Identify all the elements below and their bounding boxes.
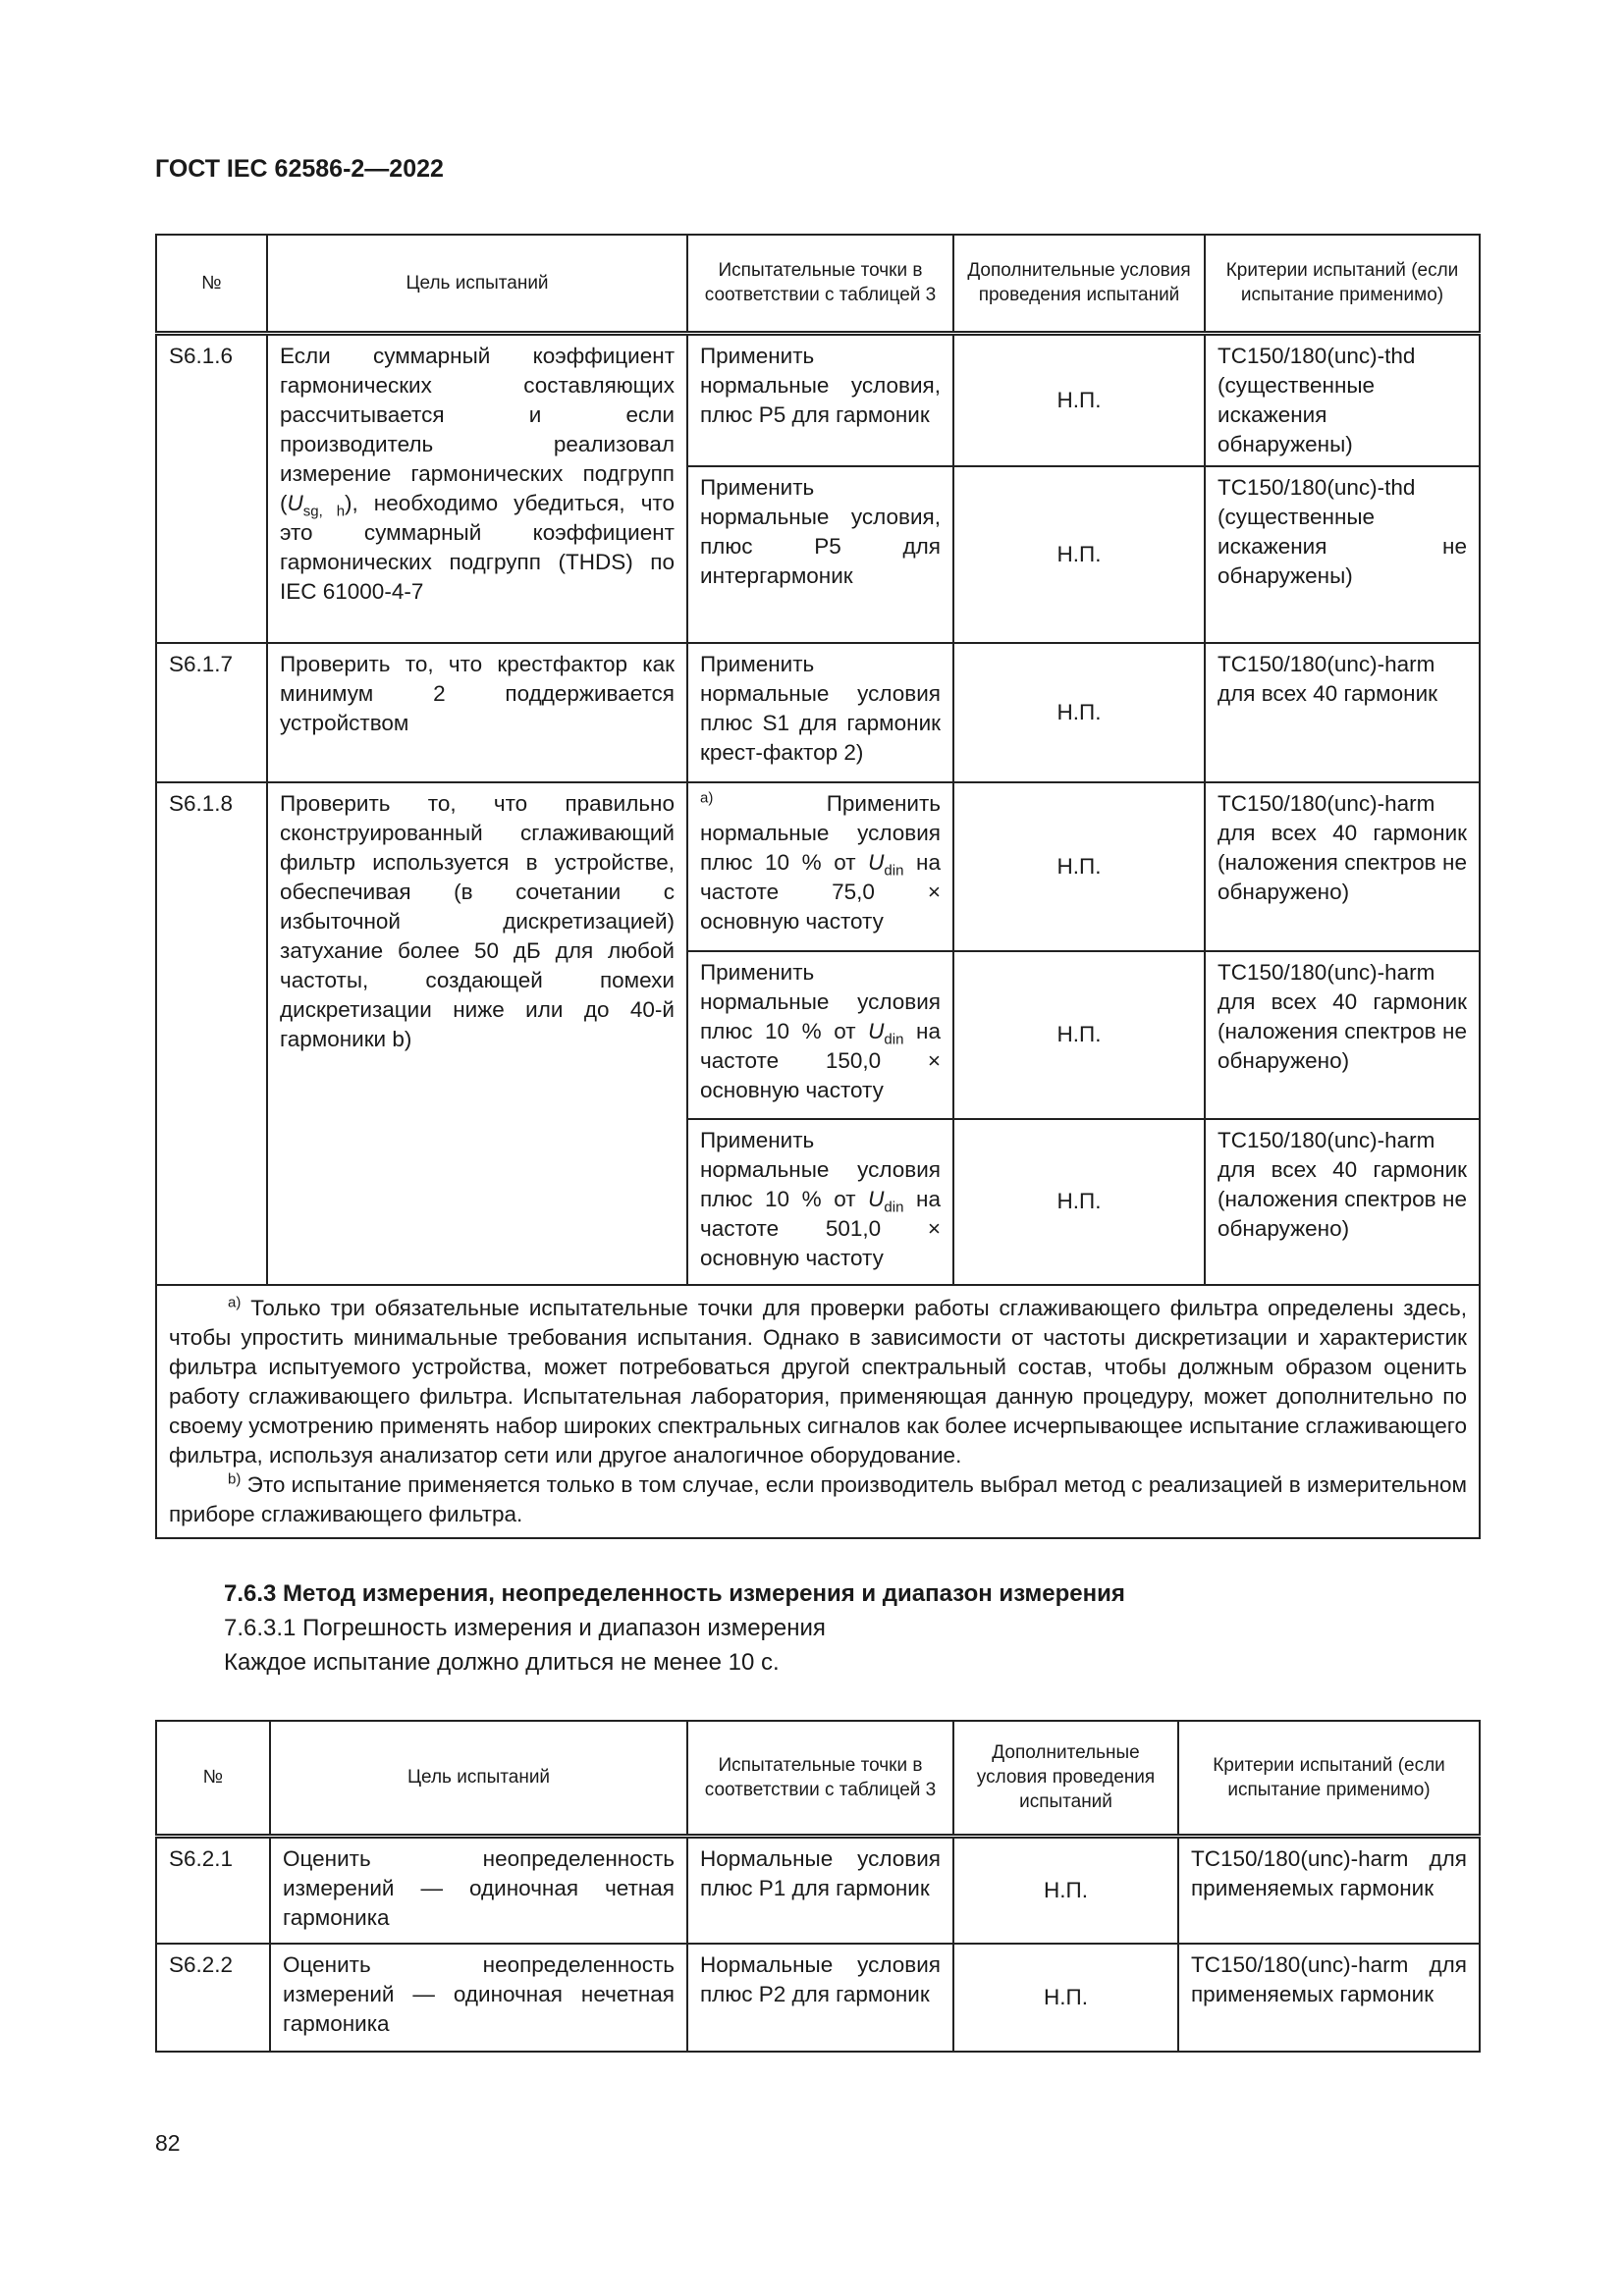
test-conditions: Н.П. bbox=[953, 782, 1205, 951]
header-points: Испытательные точки в соответствии с таблицей 3 bbox=[687, 1721, 953, 1836]
test-criteria: TC150/180(unc)-thd (существенные искажения не обнаружены) bbox=[1205, 466, 1480, 643]
table-row bbox=[156, 643, 1480, 782]
test-conditions: Н.П. bbox=[953, 466, 1205, 643]
test-goal: Проверить то, что крестфактор как минимум 2 поддерживается устройством bbox=[267, 643, 687, 782]
test-conditions: Н.П. bbox=[953, 1119, 1205, 1285]
header-points: Испытательные точки в соответствии с таблицей 3 bbox=[687, 235, 953, 333]
test-criteria: TC150/180(unc)-harm для всех 40 гармоник (наложения спектров не обнаружено) bbox=[1205, 951, 1480, 1119]
test-conditions: Н.П. bbox=[953, 643, 1205, 782]
test-points: Применить нормальные условия плюс S1 для гармоник крест-фактор 2) bbox=[687, 643, 953, 782]
test-goal: Если суммарный коэффициент гармонических составляющих рассчитывается и если производитель реализовал измерение гармонических подгрупп $(U_{sg, h})$, необходимо убедиться, что это суммарный коэффициент гармонических подгрупп (THDS) по IEC 61000-4-7 bbox=[267, 333, 687, 643]
test-conditions: Н.П. bbox=[953, 1944, 1178, 2052]
document-title: ГОСТ IEC 62586-2—2022 bbox=[155, 155, 444, 183]
table-row bbox=[156, 333, 1480, 466]
test-id: S6.1.8 bbox=[156, 782, 267, 1285]
test-points: Применить нормальные условия, плюс P5 для интергармоник bbox=[687, 466, 953, 643]
table-row bbox=[156, 782, 1480, 951]
footnote-b: $^{b)}$ Это испытание применяется только в том случае, если производитель выбрал метод с реализацией в измерительном приборе сглаживающего фильтра. bbox=[169, 1470, 1467, 1526]
header-criteria: Критерии испытаний (если испытание применимо) bbox=[1205, 235, 1480, 333]
test-conditions: Н.П. bbox=[953, 333, 1205, 466]
footnotes-row bbox=[156, 1285, 1480, 1538]
test-conditions: Н.П. bbox=[953, 951, 1205, 1119]
test-criteria: TC150/180(unc)-harm для всех 40 гармоник (наложения спектров не обнаружено) bbox=[1205, 782, 1480, 951]
test-points: Применить нормальные условия плюс 10 % от $U_{din}$ на частоте 501,0 × основную частоту bbox=[687, 1119, 953, 1285]
table-row bbox=[156, 1836, 1480, 1944]
test-criteria: TC150/180(unc)-thd (существенные искажения обнаружены) bbox=[1205, 333, 1480, 466]
test-goal: Оценить неопределенность измерений — одиночная нечетная гармоника bbox=[270, 1944, 687, 2052]
table-footnotes bbox=[156, 1285, 1480, 1538]
test-points: Нормальные условия плюс P1 для гармоник bbox=[687, 1836, 953, 1944]
test-criteria: TC150/180(unc)-harm для применяемых гармоник bbox=[1178, 1836, 1480, 1944]
test-id: S6.2.1 bbox=[156, 1836, 270, 1944]
test-points: $^{a)}$ Применить нормальные условия плюс 10 % от $U_{din}$ на частоте 75,0 × основную частоту bbox=[687, 782, 953, 951]
footnote-a: $^{a)}$ Только три обязательные испытательные точки для проверки работы сглаживающего фильтра определены здесь, чтобы упростить минимальные требования испытания. Однако в зависимости от частоты дискретизации и характеристик фильтра испытуемого устройства, может потребоваться другой спектральный состав, чтобы должным образом оценить работу сглаживающего фильтра. Испытательная лаборатория, применяющая данную процедуру, может дополнительно по своему усмотрению применять набор широких спектральных сигналов как более исчерпывающее испытание сглаживающего фильтра, используя анализатор сети или другое аналогичное оборудование. bbox=[169, 1294, 1467, 1468]
header-number: № bbox=[156, 235, 267, 333]
table-row bbox=[156, 1944, 1480, 2052]
test-points: Применить нормальные условия, плюс P5 для гармоник bbox=[687, 333, 953, 466]
page-number: 82 bbox=[155, 2130, 181, 2156]
test-goal: Проверить то, что правильно сконструированный сглаживающий фильтр используется в устройстве, обеспечивая (в сочетании с избыточной дискретизацией) затухание более 50 дБ для любой частоты, создающей помехи дискретизации ниже или до 40-й гармоники b) bbox=[267, 782, 687, 1285]
section-heading: 7.6.3 Метод измерения, неопределенность измерения и диапазон измерения bbox=[224, 1580, 1125, 1607]
header-number: № bbox=[156, 1721, 270, 1836]
test-criteria: TC150/180(unc)-harm для применяемых гармоник bbox=[1178, 1944, 1480, 2052]
header-criteria: Критерии испытаний (если испытание применимо) bbox=[1178, 1721, 1480, 1836]
test-goal: Оценить неопределенность измерений — одиночная четная гармоника bbox=[270, 1836, 687, 1944]
test-criteria: TC150/180(unc)-harm для всех 40 гармоник bbox=[1205, 643, 1480, 782]
header-goal: Цель испытаний bbox=[267, 235, 687, 333]
test-criteria: TC150/180(unc)-harm для всех 40 гармоник (наложения спектров не обнаружено) bbox=[1205, 1119, 1480, 1285]
test-id: S6.1.7 bbox=[156, 643, 267, 782]
test-conditions: Н.П. bbox=[953, 1836, 1178, 1944]
test-id: S6.2.2 bbox=[156, 1944, 270, 2052]
test-table-2 bbox=[155, 1720, 1481, 2053]
header-conditions: Дополнительные условия проведения испытаний bbox=[953, 235, 1205, 333]
subsection-heading: 7.6.3.1 Погрешность измерения и диапазон измерения bbox=[224, 1615, 826, 1641]
section-text: Каждое испытание должно длиться не менее 10 с. bbox=[224, 1649, 780, 1676]
header-conditions: Дополнительные условия проведения испытаний bbox=[953, 1721, 1178, 1836]
test-id: S6.1.6 bbox=[156, 333, 267, 643]
test-points: Нормальные условия плюс P2 для гармоник bbox=[687, 1944, 953, 2052]
test-table-1 bbox=[155, 234, 1481, 1539]
header-goal: Цель испытаний bbox=[270, 1721, 687, 1836]
test-points: Применить нормальные условия плюс 10 % от $U_{din}$ на частоте 150,0 × основную частоту bbox=[687, 951, 953, 1119]
